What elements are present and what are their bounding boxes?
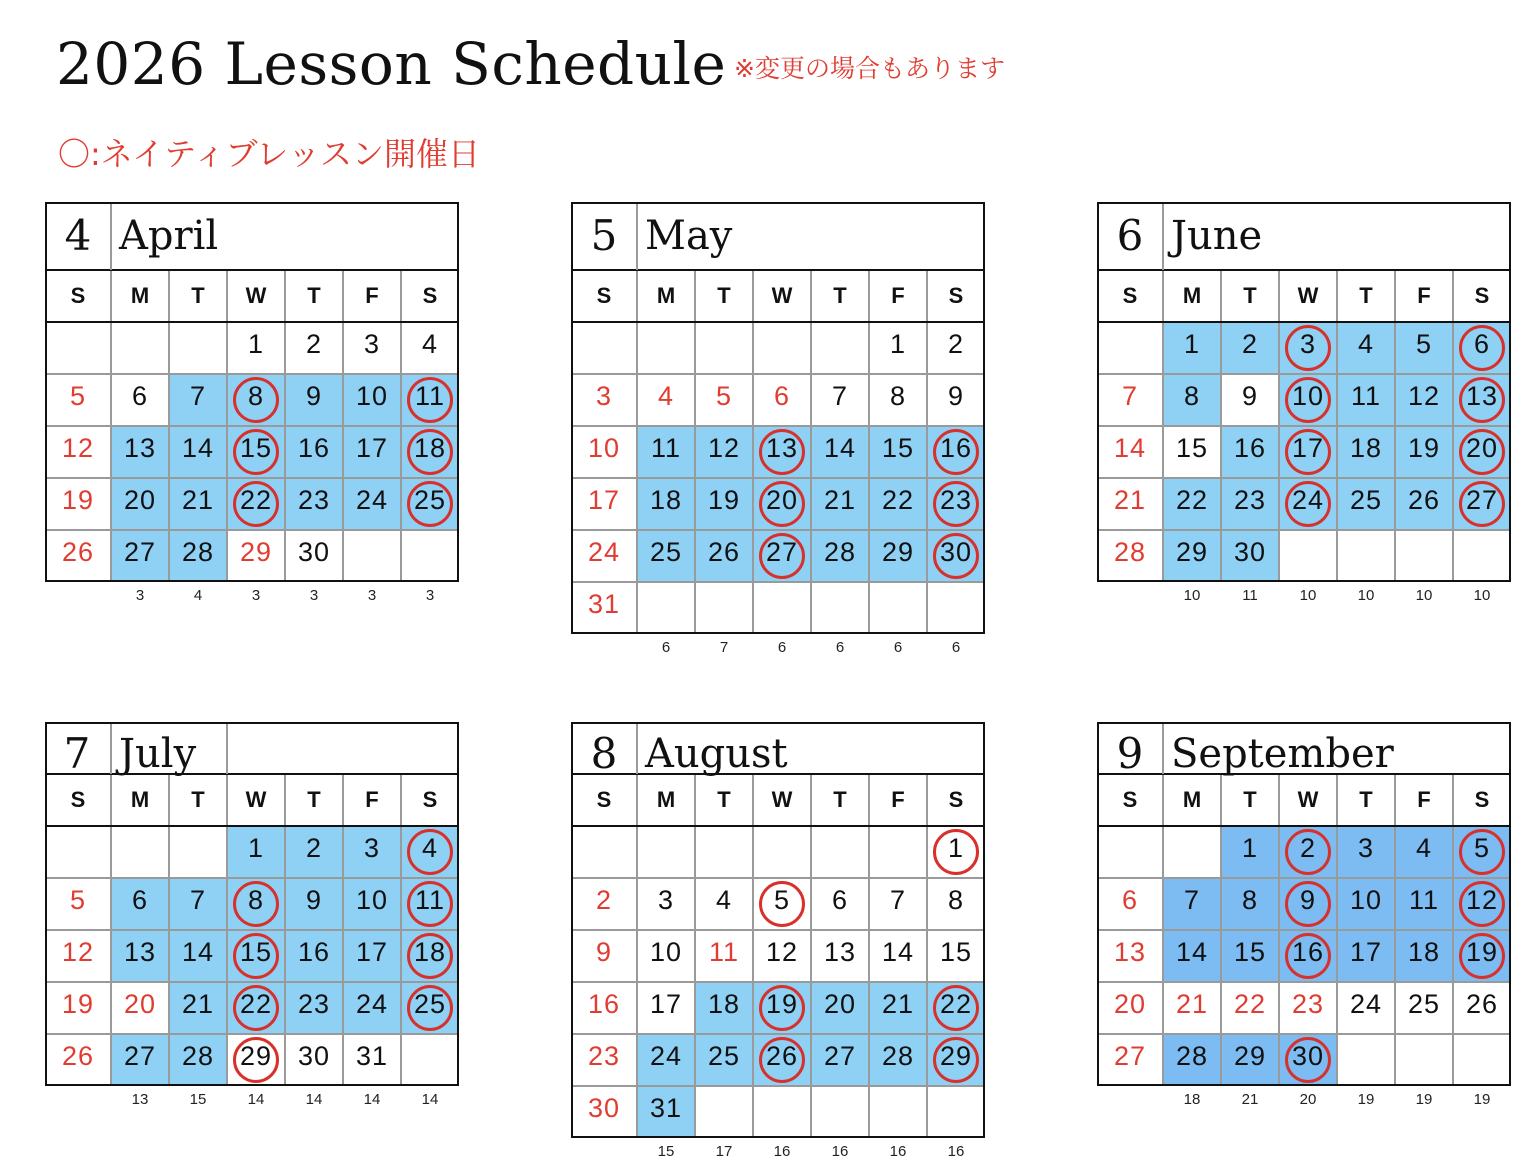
day-number: 3 <box>657 885 675 915</box>
day-number: 23 <box>297 485 331 515</box>
lesson-count: 6 <box>951 639 961 656</box>
weekday-label: T <box>717 787 731 812</box>
weekday-label: M <box>656 787 676 812</box>
weekday-label: W <box>771 283 793 308</box>
day-number: 5 <box>69 885 87 915</box>
day-number: 10 <box>1291 381 1325 411</box>
day-number: 9 <box>595 937 613 967</box>
month-name: May <box>645 213 733 259</box>
lesson-count: 10 <box>1473 587 1491 604</box>
day-number: 15 <box>1233 937 1267 967</box>
day-number: 9 <box>1299 885 1317 915</box>
lesson-count: 3 <box>367 587 377 604</box>
weekday-label: T <box>717 283 731 308</box>
day-number: 15 <box>1175 433 1209 463</box>
day-number: 27 <box>1465 485 1499 515</box>
day-number: 18 <box>413 937 447 967</box>
month-number: 4 <box>64 211 92 260</box>
lesson-count: 15 <box>189 1091 207 1108</box>
day-number: 22 <box>239 485 273 515</box>
weekday-label: T <box>1359 787 1373 812</box>
weekday-label: M <box>1182 283 1202 308</box>
day-number: 28 <box>1175 1041 1209 1071</box>
day-number: 26 <box>61 1041 95 1071</box>
day-number: 12 <box>1465 885 1499 915</box>
lesson-count: 18 <box>1183 1091 1201 1108</box>
day-number: 22 <box>1233 989 1267 1019</box>
day-number: 1 <box>1241 833 1259 863</box>
day-number: 25 <box>413 989 447 1019</box>
day-number: 17 <box>355 937 389 967</box>
day-number: 17 <box>1291 433 1325 463</box>
day-number: 15 <box>881 433 915 463</box>
day-number: 11 <box>414 381 446 411</box>
day-number: 19 <box>61 485 95 515</box>
weekday-label: W <box>245 283 267 308</box>
day-number: 6 <box>773 381 791 411</box>
month-calendar <box>45 722 459 1108</box>
day-number: 31 <box>587 589 621 619</box>
day-number: 10 <box>355 885 389 915</box>
day-number: 7 <box>189 381 207 411</box>
day-number: 6 <box>831 885 849 915</box>
day-number: 21 <box>823 485 857 515</box>
day-number: 22 <box>239 989 273 1019</box>
weekday-label: S <box>70 787 86 812</box>
day-number: 3 <box>363 329 381 359</box>
lesson-count: 14 <box>247 1091 265 1108</box>
day-number: 21 <box>1175 989 1209 1019</box>
day-number: 17 <box>649 989 683 1019</box>
day-number: 29 <box>239 537 273 567</box>
day-number: 4 <box>421 329 439 359</box>
day-number: 7 <box>189 885 207 915</box>
day-number: 2 <box>1241 329 1259 359</box>
day-number: 3 <box>595 381 613 411</box>
weekday-label: S <box>596 283 612 308</box>
weekday-label: S <box>1122 283 1138 308</box>
day-number: 14 <box>881 937 915 967</box>
lesson-count: 11 <box>1242 587 1258 604</box>
lesson-count: 10 <box>1357 587 1375 604</box>
day-number: 30 <box>1291 1041 1325 1071</box>
day-number: 3 <box>1357 833 1375 863</box>
day-number: 23 <box>1233 485 1267 515</box>
day-number: 16 <box>939 433 973 463</box>
lesson-count: 3 <box>425 587 435 604</box>
day-number: 5 <box>69 381 87 411</box>
weekday-label: F <box>365 283 379 308</box>
day-number: 26 <box>61 537 95 567</box>
day-number: 13 <box>823 937 857 967</box>
day-number: 4 <box>715 885 733 915</box>
day-number: 19 <box>1465 937 1499 967</box>
day-number: 26 <box>1465 989 1499 1019</box>
day-number: 21 <box>881 989 915 1019</box>
day-number: 11 <box>1350 381 1382 411</box>
lesson-count: 10 <box>1415 587 1433 604</box>
weekday-label: S <box>596 787 612 812</box>
lesson-count: 10 <box>1183 587 1201 604</box>
day-number: 25 <box>1349 485 1383 515</box>
weekday-label: F <box>365 787 379 812</box>
lesson-count: 13 <box>131 1091 149 1108</box>
weekday-label: W <box>245 787 267 812</box>
day-number: 31 <box>355 1041 389 1071</box>
day-number: 25 <box>649 537 683 567</box>
day-number: 25 <box>707 1041 741 1071</box>
day-number: 27 <box>123 1041 157 1071</box>
day-number: 13 <box>123 937 157 967</box>
day-number: 20 <box>823 989 857 1019</box>
day-number: 24 <box>355 989 389 1019</box>
day-number: 21 <box>181 989 215 1019</box>
day-number: 4 <box>1415 833 1433 863</box>
day-number: 27 <box>123 537 157 567</box>
weekday-label: T <box>1243 283 1257 308</box>
month-number: 8 <box>590 729 618 778</box>
weekday-label: W <box>1297 283 1319 308</box>
day-number: 10 <box>355 381 389 411</box>
day-number: 5 <box>773 885 791 915</box>
weekday-label: S <box>70 283 86 308</box>
day-number: 29 <box>1175 537 1209 567</box>
month-calendar <box>1097 722 1511 1108</box>
day-number: 11 <box>650 433 682 463</box>
month-number: 9 <box>1116 729 1144 778</box>
day-number: 5 <box>1473 833 1491 863</box>
day-number: 20 <box>123 989 157 1019</box>
day-number: 11 <box>1408 885 1440 915</box>
weekday-label: S <box>1474 283 1490 308</box>
day-number: 14 <box>823 433 857 463</box>
day-number: 8 <box>1241 885 1259 915</box>
lesson-count: 6 <box>661 639 671 656</box>
day-number: 29 <box>939 1041 973 1071</box>
day-number: 3 <box>1299 329 1317 359</box>
weekday-label: S <box>422 787 438 812</box>
day-number: 16 <box>297 433 331 463</box>
day-number: 25 <box>413 485 447 515</box>
lesson-count: 17 <box>715 1143 733 1160</box>
day-number: 9 <box>305 885 323 915</box>
lesson-count: 19 <box>1357 1091 1375 1108</box>
day-number: 4 <box>1357 329 1375 359</box>
month-number: 5 <box>590 211 618 260</box>
day-number: 24 <box>1349 989 1383 1019</box>
weekday-label: F <box>1417 283 1431 308</box>
lesson-count: 3 <box>135 587 145 604</box>
month-calendar <box>45 202 459 604</box>
day-number: 24 <box>587 537 621 567</box>
day-number: 8 <box>889 381 907 411</box>
day-number: 28 <box>1113 537 1147 567</box>
day-number: 4 <box>657 381 675 411</box>
day-number: 28 <box>181 1041 215 1071</box>
day-number: 16 <box>1233 433 1267 463</box>
lesson-count: 16 <box>831 1143 849 1160</box>
day-number: 2 <box>947 329 965 359</box>
day-number: 28 <box>881 1041 915 1071</box>
day-number: 6 <box>1121 885 1139 915</box>
day-number: 21 <box>1113 485 1147 515</box>
weekday-label: T <box>191 283 205 308</box>
day-number: 15 <box>239 433 273 463</box>
day-number: 7 <box>1121 381 1139 411</box>
day-number: 22 <box>939 989 973 1019</box>
day-number: 17 <box>355 433 389 463</box>
lesson-count: 6 <box>835 639 845 656</box>
day-number: 12 <box>61 433 95 463</box>
lesson-count: 6 <box>893 639 903 656</box>
day-number: 7 <box>889 885 907 915</box>
weekday-label: T <box>833 283 847 308</box>
day-number: 10 <box>1349 885 1383 915</box>
day-number: 5 <box>715 381 733 411</box>
day-number: 28 <box>823 537 857 567</box>
month-number: 6 <box>1116 211 1144 260</box>
day-number: 19 <box>707 485 741 515</box>
day-number: 26 <box>707 537 741 567</box>
lesson-count: 4 <box>193 587 203 604</box>
lesson-count: 20 <box>1299 1091 1317 1108</box>
lesson-count: 10 <box>1299 587 1317 604</box>
day-number: 1 <box>947 833 965 863</box>
day-number: 30 <box>1233 537 1267 567</box>
month-calendar <box>1097 202 1511 604</box>
lesson-count: 14 <box>305 1091 323 1108</box>
day-number: 20 <box>765 485 799 515</box>
weekday-label: T <box>1359 283 1373 308</box>
lesson-count: 19 <box>1415 1091 1433 1108</box>
day-number: 30 <box>297 1041 331 1071</box>
day-number: 2 <box>305 833 323 863</box>
lesson-count: 14 <box>421 1091 439 1108</box>
month-name: April <box>119 213 219 259</box>
month-name: August <box>645 731 788 777</box>
weekday-label: S <box>422 283 438 308</box>
day-number: 5 <box>1415 329 1433 359</box>
day-number: 7 <box>1183 885 1201 915</box>
weekday-label: S <box>1474 787 1490 812</box>
day-number: 8 <box>247 381 265 411</box>
lesson-count: 3 <box>309 587 319 604</box>
day-number: 9 <box>1241 381 1259 411</box>
day-number: 6 <box>131 381 149 411</box>
day-number: 8 <box>247 885 265 915</box>
day-number: 11 <box>708 937 740 967</box>
day-number: 26 <box>765 1041 799 1071</box>
day-number: 18 <box>1349 433 1383 463</box>
day-number: 4 <box>421 833 439 863</box>
day-number: 18 <box>707 989 741 1019</box>
day-number: 24 <box>649 1041 683 1071</box>
day-number: 10 <box>649 937 683 967</box>
day-number: 8 <box>1183 381 1201 411</box>
day-number: 19 <box>61 989 95 1019</box>
lesson-count: 7 <box>719 639 729 656</box>
day-number: 26 <box>1407 485 1441 515</box>
day-number: 8 <box>947 885 965 915</box>
day-number: 9 <box>305 381 323 411</box>
month-calendar <box>571 722 985 1160</box>
day-number: 7 <box>831 381 849 411</box>
day-number: 20 <box>1465 433 1499 463</box>
lesson-count: 19 <box>1473 1091 1491 1108</box>
weekday-label: M <box>1182 787 1202 812</box>
weekday-label: T <box>307 787 321 812</box>
weekday-label: W <box>1297 787 1319 812</box>
day-number: 30 <box>587 1093 621 1123</box>
day-number: 13 <box>123 433 157 463</box>
day-number: 30 <box>297 537 331 567</box>
lesson-count: 16 <box>947 1143 965 1160</box>
day-number: 29 <box>239 1041 273 1071</box>
day-number: 23 <box>297 989 331 1019</box>
weekday-label: T <box>307 283 321 308</box>
day-number: 9 <box>947 381 965 411</box>
day-number: 24 <box>355 485 389 515</box>
month-calendar <box>571 202 985 656</box>
day-number: 29 <box>1233 1041 1267 1071</box>
day-number: 2 <box>305 329 323 359</box>
day-number: 13 <box>1465 381 1499 411</box>
day-number: 14 <box>1175 937 1209 967</box>
weekday-label: F <box>891 787 905 812</box>
day-number: 19 <box>1407 433 1441 463</box>
weekday-label: T <box>191 787 205 812</box>
day-number: 27 <box>823 1041 857 1071</box>
day-number: 14 <box>1113 433 1147 463</box>
day-number: 16 <box>587 989 621 1019</box>
day-number: 15 <box>239 937 273 967</box>
weekday-label: M <box>130 787 150 812</box>
lesson-count: 6 <box>777 639 787 656</box>
weekday-label: W <box>771 787 793 812</box>
lesson-count: 15 <box>657 1143 675 1160</box>
day-number: 3 <box>363 833 381 863</box>
day-number: 12 <box>1407 381 1441 411</box>
day-number: 1 <box>1183 329 1201 359</box>
day-number: 6 <box>1473 329 1491 359</box>
day-number: 18 <box>649 485 683 515</box>
day-number: 13 <box>1113 937 1147 967</box>
day-number: 23 <box>939 485 973 515</box>
day-number: 23 <box>1291 989 1325 1019</box>
day-number: 12 <box>707 433 741 463</box>
day-number: 17 <box>1349 937 1383 967</box>
weekday-label: M <box>656 283 676 308</box>
lesson-count: 14 <box>363 1091 381 1108</box>
day-number: 11 <box>414 885 446 915</box>
weekday-label: S <box>1122 787 1138 812</box>
day-number: 27 <box>1113 1041 1147 1071</box>
lesson-count: 21 <box>1241 1091 1259 1108</box>
weekday-label: F <box>891 283 905 308</box>
month-number: 7 <box>63 729 91 778</box>
day-number: 1 <box>247 329 265 359</box>
day-number: 13 <box>765 433 799 463</box>
day-number: 18 <box>413 433 447 463</box>
day-number: 28 <box>181 537 215 567</box>
day-number: 24 <box>1291 485 1325 515</box>
day-number: 30 <box>939 537 973 567</box>
day-number: 16 <box>297 937 331 967</box>
weekday-label: T <box>1243 787 1257 812</box>
weekday-label: S <box>948 787 964 812</box>
lesson-count: 16 <box>889 1143 907 1160</box>
day-number: 16 <box>1291 937 1325 967</box>
weekday-label: S <box>948 283 964 308</box>
day-number: 27 <box>765 537 799 567</box>
day-number: 23 <box>587 1041 621 1071</box>
day-number: 31 <box>649 1093 683 1123</box>
lesson-count: 3 <box>251 587 261 604</box>
day-number: 2 <box>1299 833 1317 863</box>
day-number: 14 <box>181 937 215 967</box>
day-number: 21 <box>181 485 215 515</box>
day-number: 6 <box>131 885 149 915</box>
weekday-label: T <box>833 787 847 812</box>
day-number: 20 <box>1113 989 1147 1019</box>
day-number: 17 <box>587 485 621 515</box>
day-number: 25 <box>1407 989 1441 1019</box>
day-number: 14 <box>181 433 215 463</box>
day-number: 10 <box>587 433 621 463</box>
day-number: 15 <box>939 937 973 967</box>
day-number: 22 <box>1175 485 1209 515</box>
weekday-label: M <box>130 283 150 308</box>
weekday-label: F <box>1417 787 1431 812</box>
day-number: 12 <box>765 937 799 967</box>
day-number: 1 <box>889 329 907 359</box>
month-name: June <box>1171 213 1263 259</box>
day-number: 22 <box>881 485 915 515</box>
month-name: July <box>119 731 197 777</box>
change-note: ※変更の場合もあります <box>734 54 1005 83</box>
day-number: 1 <box>247 833 265 863</box>
day-number: 29 <box>881 537 915 567</box>
month-name: September <box>1171 731 1394 777</box>
lesson-count: 16 <box>773 1143 791 1160</box>
day-number: 12 <box>61 937 95 967</box>
day-number: 19 <box>765 989 799 1019</box>
day-number: 20 <box>123 485 157 515</box>
legend-note: 〇:ネイティブレッスン開催日 <box>58 135 480 173</box>
day-number: 18 <box>1407 937 1441 967</box>
day-number: 2 <box>595 885 613 915</box>
page-title: 2026 Lesson Schedule <box>56 30 727 98</box>
